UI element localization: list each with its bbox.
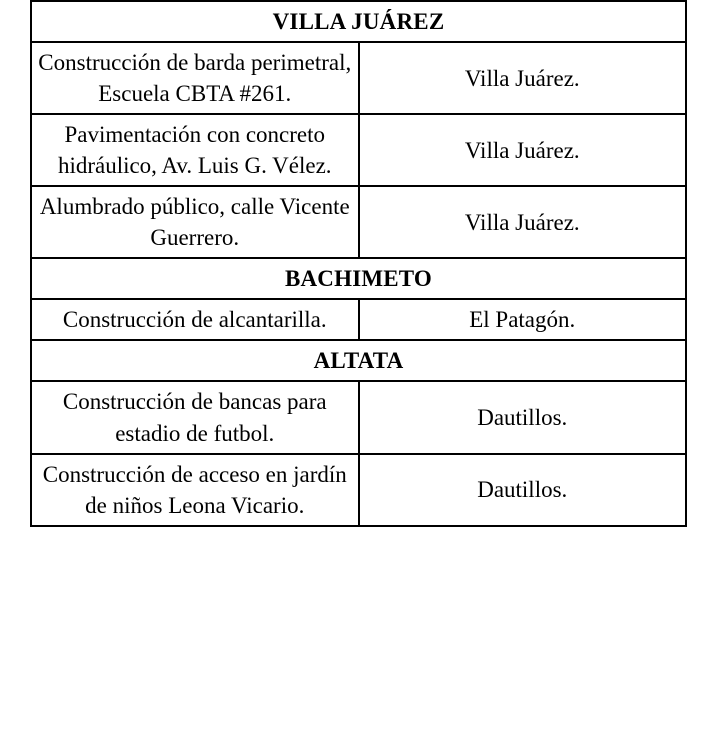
table-row: [31, 186, 686, 258]
cell-obra: Construcción de bancas para estadio de futbol.: [31, 381, 359, 453]
table-row: [31, 454, 686, 526]
cell-localidad: El Patagón.: [359, 299, 687, 340]
cell-localidad: Villa Juárez.: [359, 186, 687, 258]
cell-obra: Construcción de barda perimetral, Escuela CBTA #261.: [31, 42, 359, 114]
cell-localidad: Villa Juárez.: [359, 114, 687, 186]
cell-localidad: Dautillos.: [359, 381, 687, 453]
works-table: [30, 0, 687, 527]
table-row: [31, 299, 686, 340]
table-section-row: [31, 258, 686, 299]
cell-obra: Pavimentación con concreto hidráulico, Av. Luis G. Vélez.: [31, 114, 359, 186]
cell-obra: Construcción de alcantarilla.: [31, 299, 359, 340]
table-row: [31, 114, 686, 186]
table-row: [31, 381, 686, 453]
table-section-row: [31, 340, 686, 381]
table-row: [31, 42, 686, 114]
table-section-row: [31, 1, 686, 42]
section-header-altata: ALTATA: [31, 340, 686, 381]
section-header-bachimeto: BACHIMETO: [31, 258, 686, 299]
table-body: [31, 1, 686, 526]
cell-localidad: Dautillos.: [359, 454, 687, 526]
cell-localidad: Villa Juárez.: [359, 42, 687, 114]
cell-obra: Alumbrado público, calle Vicente Guerrero.: [31, 186, 359, 258]
section-header-villa-juarez: VILLA JUÁREZ: [31, 1, 686, 42]
cell-obra: Construcción de acceso en jardín de niños Leona Vicario.: [31, 454, 359, 526]
